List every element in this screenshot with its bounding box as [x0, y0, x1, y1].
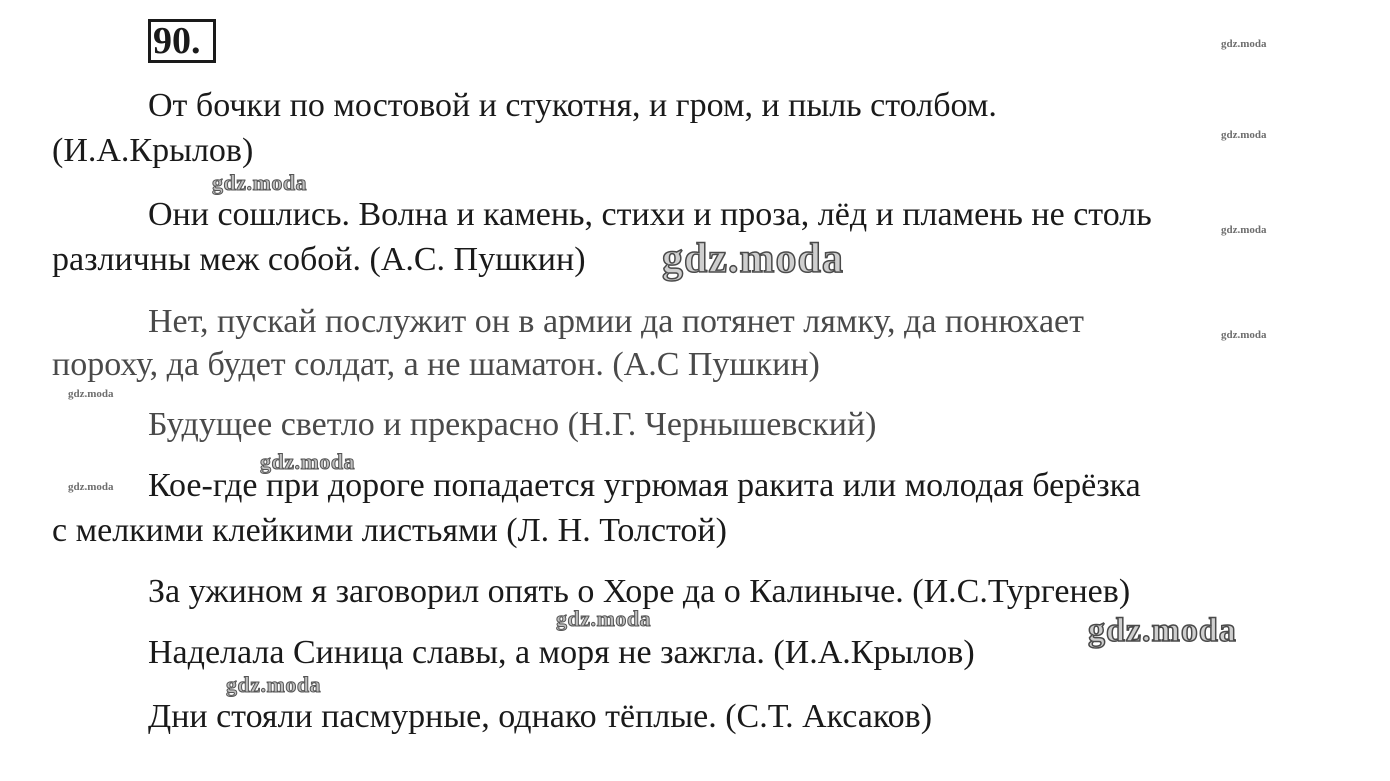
watermark-small: gdz.moda [1221, 224, 1267, 236]
watermark-medium: gdz.moda [226, 672, 322, 697]
watermark-small: gdz.moda [68, 388, 114, 400]
text-line: с мелкими клейкими листьями (Л. Н. Толстой) [52, 512, 727, 549]
watermark-medium: gdz.moda [556, 606, 652, 631]
text-line: От бочки по мостовой и стукотня, и гром, и пыль столбом. [148, 87, 997, 124]
text-line: За ужином я заговорил опять о Хоре да о Калиныче. (И.С.Тургенев) [148, 573, 1131, 610]
watermark-small: gdz.moda [1221, 38, 1267, 50]
watermark-large: gdz.moda [662, 236, 844, 282]
watermark-small: gdz.moda [1221, 329, 1267, 341]
watermark-medium: gdz.moda [260, 449, 356, 474]
text-line: Нет, пускай послужит он в армии да потянет лямку, да понюхает [148, 303, 1084, 340]
text-line: Кое-где при дороге попадается угрюмая ракита или молодая берёзка [148, 467, 1141, 504]
text-line: Наделала Синица славы, а моря не зажгла. (И.А.Крылов) [148, 634, 975, 671]
watermark-small: gdz.moda [68, 481, 114, 493]
text-line: пороху, да будет солдат, а не шаматон. (А.С Пушкин) [52, 346, 820, 383]
watermark-small: gdz.moda [1221, 129, 1267, 141]
watermark-medium: gdz.moda [212, 170, 308, 195]
text-line: различны меж собой. (А.С. Пушкин) [52, 241, 586, 278]
text-line: Будущее светло и прекрасно (Н.Г. Чернышевский) [148, 406, 877, 443]
text-line: (И.А.Крылов) [52, 132, 254, 169]
text-line: Они сошлись. Волна и камень, стихи и проза, лёд и пламень не столь [148, 196, 1152, 233]
watermark-large: gdz.moda [1088, 612, 1237, 649]
text-line: Дни стояли пасмурные, однако тёплые. (С.Т. Аксаков) [148, 698, 933, 735]
exercise-number: 90. [153, 20, 201, 62]
